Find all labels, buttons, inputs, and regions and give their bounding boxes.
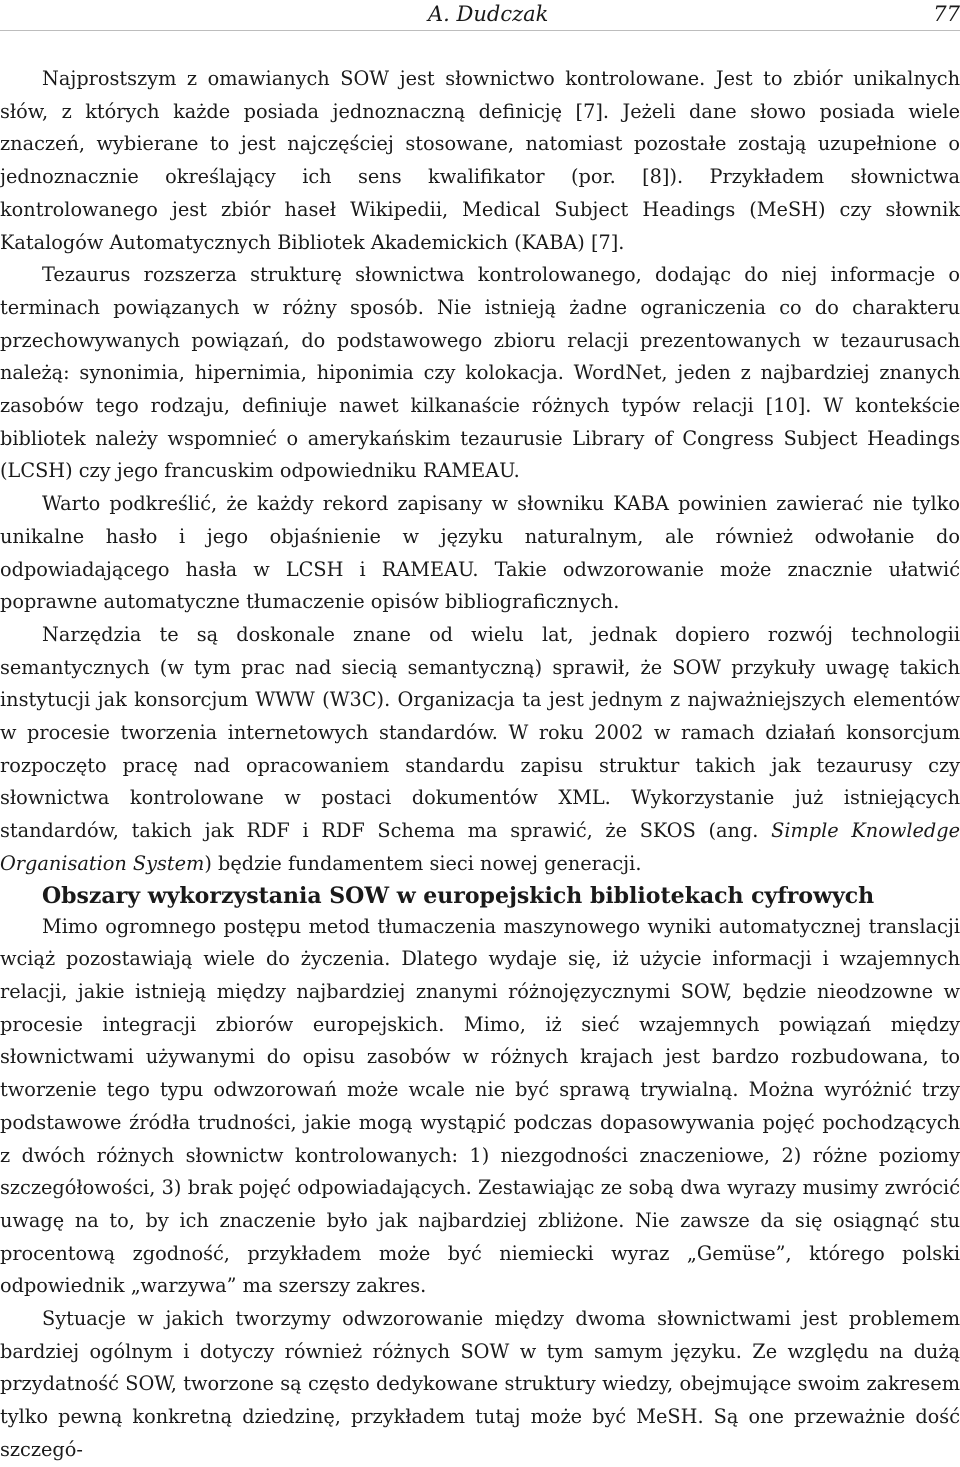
body-text bbox=[0, 63, 960, 1467]
paragraph-machine-translation: Mimo ogromnego postępu metod tłumaczenia maszynowego wyniki automatycznej translacji wciąż pozostawiają wiele do życzenia. Dlatego wydaje się, iż użycie informacji i wzajemnych relacji, jakie istnieją między najbardziej znanymi różnojęzycznymi SOW, będzie nieodzowne w procesie integracji zbiorów europejskich. Mimo, iż sieć wzajemnych powiązań między słownictwami używanymi do opisu zasobów w różnych krajach jest bardzo rozbudowana, to tworzenie tego typu odwzorowań może wcale nie być sprawą trywialną. Można wyróżnić trzy podstawowe źródła trudności, jakie mogą wystąpić podczas dopasowywania pojęć pochodzących z dwóch różnych słownictw kontrolowanych: 1) niezgodności znaczeniowe, 2) różne poziomy szczegółowości, 3) brak pojęć odpowiadających. Zestawiając ze sobą dwa wyrazy musimy zwrócić uwagę na to, by ich znaczenie było jak najbardziej zbliżone. Nie zawsze da się osiągnąć stu procentową zgodność, przykładem może być niemiecki wyraz „Gemüse”, którego polski odpowiednik „warzywa” ma szerszy zakres. bbox=[0, 914, 960, 1298]
skos-emphasis: Simple Knowledge Organisation System bbox=[0, 819, 960, 875]
paragraph-thesaurus: Tezaurus rozszerza strukturę słownictwa kontrolowanego, dodając do niej informacje o terminach powiązanych w różny sposób. Nie istnieją żadne ograniczenia co do charakteru przechowywanych powiązań, do podstawowego zbioru relacji prezentowanych w tezaurusach należą: synonimia, hipernimia, hiponimia czy kolokacja. WordNet, jeden z najbardziej znanych zasobów tego rodzaju, definiuje nawet kilkanaście różnych typów relacji [10]. W kontekście bibliotek należy wspomnieć o amerykańskim tezaurusie Library of Congress Subject Headings (LCSH) czy jego francuskim odpowiedniku RAMEAU. bbox=[0, 263, 960, 483]
paragraph-kaba-records: Warto podkreślić, że każdy rekord zapisany w słowniku KABA powinien zawierać nie tylko unikalne hasło i jego objaśnienie w języku naturalnym, ale również odwołanie do odpowiadającego hasła w LCSH i RAMEAU. Takie odwzorowanie może znacznie ułatwić poprawne automatyczne tłumaczenie opisów bibliograficznych. bbox=[0, 492, 960, 614]
page-number: 77 bbox=[933, 2, 960, 26]
paragraph-skos bbox=[0, 619, 960, 881]
running-header bbox=[0, 0, 960, 31]
skos-text-after: ) będzie fundamentem sieci nowej generacji. bbox=[204, 851, 642, 875]
paragraph-mapping-situations: Sytuacje w jakich tworzymy odwzorowanie między dwoma słownictwami jest problemem bardziej ogólnym i dotyczy również różnych SOW w tym samym języku. Ze względu na dużą przydatność SOW, tworzone są często dedykowane struktury wiedzy, obejmujące swoim zakresem tylko pewną konkretną dziedzinę, przykładem tutaj może być MeSH. Są one przeważnie dość szczegó- bbox=[0, 1307, 960, 1461]
section-heading: Obszary wykorzystania SOW w europejskich bibliotekach cyfrowych bbox=[42, 882, 875, 909]
running-head-author: A. Dudczak bbox=[428, 2, 549, 26]
paragraph-controlled-vocabulary: Najprostszym z omawianych SOW jest słownictwo kontrolowane. Jest to zbiór unikalnych słów, z których każde posiada jednoznaczną definicję [7]. Jeżeli dane słowo posiada wiele znaczeń, wybierane to jest najczęściej stosowane, natomiast pozostałe zostają uzupełnione o jednoznacznie określający ich sens kwalifikator (por. [8]). Przykładem słownictwa kontrolowanego jest zbiór haseł Wikipedii, Medical Subject Headings (MeSH) czy słownik Katalogów Automatycznych Bibliotek Akademickich (KABA) [7]. bbox=[0, 67, 960, 254]
skos-text-before: Narzędzia te są doskonale znane od wielu lat, jednak dopiero rozwój technologii semantycznych (w tym prac nad siecią semantyczną) sprawił, że SOW przykuły uwagę takich instytucji jak konsorcjum WWW (W3C). Organizacja ta jest jednym z najważniejszych elementów w procesie tworzenia internetowych standardów. W roku 2002 w ramach działań konsorcjum rozpoczęto pracę nad opracowaniem standardu zapisu struktur takich jak tezaurusy czy słownictwa kontrolowane w postaci dokumentów XML. Wykorzystanie już istniejących standardów, takich jak RDF i RDF Schema ma sprawić, że SKOS (ang. bbox=[0, 622, 960, 843]
